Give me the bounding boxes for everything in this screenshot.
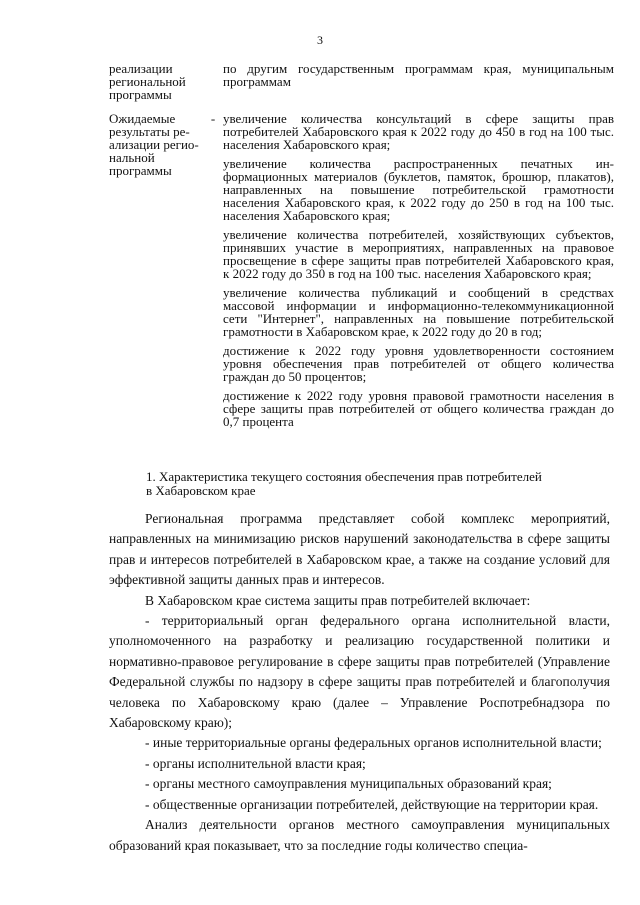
expected-result-item: достижение к 2022 году уровня правовой грамотности населения в сфере защиты прав потребителей от общего количества граждан до 0,7 процента xyxy=(223,388,614,429)
expected-result-item: увеличение количества потребителей, хозяйствующих субъектов, принявших участие в мероприятиях, направленных на правовое просвещение в сфере защиты прав потребителей Хабаровского края, к 2022 году до 350 в год на 100 тыс. населения Хабаровского края; xyxy=(223,227,614,281)
body-paragraph: - территориальный орган федерального органа исполнительной власти, уполномоченного на разработку и реализацию государственной политики и нормативно-правовое регулирование в сфере защиты прав потребителей (Управление Федеральной службы по надзору в сфере защиты прав потребителей и благополучия человека по Хабаровскому краю (далее – Управление Роспотребнадзора по Хабаровскому краю); xyxy=(109,613,610,731)
passport-row-label: реализации региональной программы xyxy=(109,61,186,102)
section-heading-line: в Хабаровском крае xyxy=(146,483,256,498)
passport-row-label: Ожидаемые результаты реализации региональной программы xyxy=(109,111,199,178)
body-paragraph: - органы местного самоуправления муниципальных образований края; xyxy=(145,776,552,792)
expected-result-item: увеличение количества консультаций в сфере защиты прав потребителей Хабаровского края к 2022 году до 450 в год на 100 тыс. населения Хабаровского края; xyxy=(223,111,614,152)
body-paragraph: - органы исполнительной власти края; xyxy=(145,755,366,771)
body-paragraph: Анализ деятельности органов местного самоуправления муниципальных образований края показывает, что за последние годы количество специа- xyxy=(109,817,610,853)
passport-row-dash xyxy=(203,62,223,101)
section-heading-line: 1. Характеристика текущего состояния обеспечения прав потребителей xyxy=(146,469,542,484)
expected-result-item: увеличение количества распространенных печатных информационных материалов (буклетов, памяток, брошюр, плакатов), направленных на повышение потребительской грамотности населения Хабаровского края, к 2022 году до 250 в год на 100 тыс. населения Хабаровского края; xyxy=(223,156,614,223)
body-paragraph: - общественные организации потребителей, действующие на территории края. xyxy=(145,796,599,812)
body-paragraph: - иные территориальные органы федеральных органов исполнительной власти; xyxy=(145,735,602,751)
passport-row-value xyxy=(223,112,614,428)
section-heading xyxy=(0,470,640,498)
passport-row-implementation xyxy=(109,62,614,101)
passport-row-expected-results xyxy=(109,112,614,428)
passport-row-value: по другим государственным программам края, муниципальным программам xyxy=(223,61,614,89)
expected-result-item: достижение к 2022 году уровня удовлетворенности состоянием уровня обеспечения прав потребителей от общего количества граждан до 50 процентов; xyxy=(223,343,614,384)
body-paragraph: Региональная программа представляет собой комплекс мероприятий, направленных на минимизацию рисков нарушений законодательства в сфере защиты прав и интересов потребителей в Хабаровском крае, а также на создание условий для эффективной защиты данных прав и интересов. xyxy=(109,511,610,588)
expected-result-item: увеличение количества публикаций и сообщений в средствах массовой информации и информационно-телекоммуникационной сети "Интернет", направленных на повышение потребительской грамотности в Хабаровском крае, к 2022 году до 20 в год; xyxy=(223,285,614,339)
page-number: 3 xyxy=(317,33,323,47)
passport-row-dash: - xyxy=(210,111,216,126)
section-consumer-rights xyxy=(0,470,640,856)
passport-table xyxy=(109,62,614,428)
body-paragraph: В Хабаровском крае система защиты прав потребителей включает: xyxy=(145,592,531,608)
